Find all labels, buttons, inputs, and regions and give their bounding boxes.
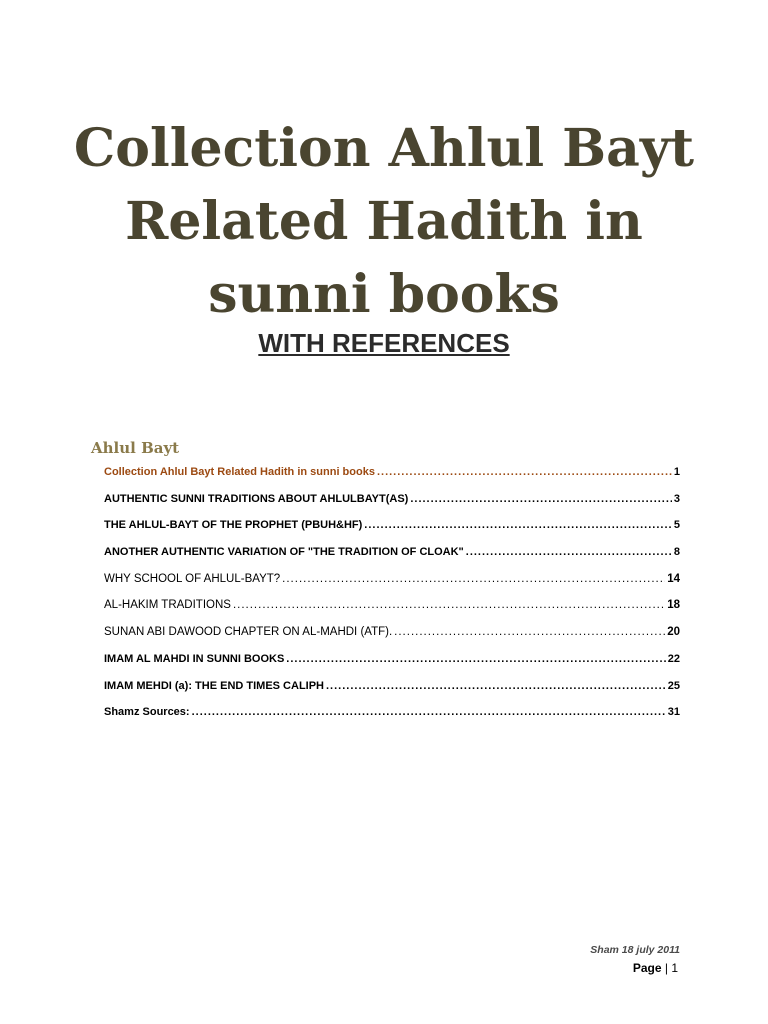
page-separator: | <box>664 961 668 975</box>
title-line: Collection Ahlul Bayt <box>73 118 695 179</box>
toc-entry-text: THE AHLUL-BAYT OF THE PROPHET (PBUH&HF) <box>104 519 363 532</box>
title-line: Related Hadith in <box>125 191 643 252</box>
toc-leader <box>286 649 665 669</box>
page-number: 1 <box>671 961 678 975</box>
toc-entry-page: 25 <box>667 679 680 692</box>
toc-leader <box>466 542 672 562</box>
footer-date: Sham 18 july 2011 <box>590 944 680 956</box>
toc-entry[interactable] <box>104 489 680 516</box>
toc-entry-page: 31 <box>667 706 680 719</box>
toc-entry-text: SUNAN ABI DAWOOD CHAPTER ON AL-MAHDI (ATF). <box>104 626 393 639</box>
toc-entry-page: 22 <box>667 652 680 665</box>
toc-entry-text: ANOTHER AUTHENTIC VARIATION OF "THE TRADITION OF CLOAK" <box>104 546 464 559</box>
toc-entry[interactable] <box>104 462 680 489</box>
toc-entry[interactable] <box>104 676 680 703</box>
toc-entry-page: 20 <box>667 626 680 639</box>
toc-entry-page: 18 <box>667 599 680 612</box>
toc-entry[interactable] <box>104 569 680 596</box>
page-label: Page <box>632 961 662 975</box>
toc-leader <box>233 595 665 615</box>
toc-entry-text: Collection Ahlul Bayt Related Hadith in sunni books <box>104 466 375 478</box>
toc-entry-page: 8 <box>673 546 680 559</box>
toc-entry[interactable] <box>104 515 680 542</box>
toc-leader <box>377 462 672 482</box>
toc-entry[interactable] <box>104 649 680 676</box>
toc-leader <box>410 489 672 509</box>
toc-leader <box>192 702 666 722</box>
toc-leader <box>282 569 665 589</box>
toc-leader <box>394 622 665 642</box>
toc-entry[interactable] <box>104 542 680 569</box>
title-line: sunni books <box>208 264 560 325</box>
toc-entry-text: IMAM AL MAHDI IN SUNNI BOOKS <box>104 652 285 665</box>
document-subtitle: WITH REFERENCES <box>258 328 510 358</box>
toc-leader <box>364 515 672 535</box>
toc-entry-page: 5 <box>673 519 680 532</box>
toc-entry-text: WHY SCHOOL OF AHLUL-BAYT? <box>104 572 281 585</box>
table-of-contents <box>104 462 680 729</box>
toc-entry[interactable] <box>104 622 680 649</box>
toc-entry-text: AL-HAKIM TRADITIONS <box>104 599 231 612</box>
toc-entry-page: 14 <box>667 572 680 585</box>
toc-entry-page: 3 <box>673 492 680 505</box>
toc-heading: Ahlul Bayt <box>91 439 180 457</box>
toc-leader <box>326 676 666 696</box>
toc-entry-text: IMAM MEHDI (a): THE END TIMES CALIPH <box>104 679 324 692</box>
toc-entry-text: Shamz Sources: <box>104 706 190 719</box>
document-title <box>60 112 708 331</box>
toc-entry[interactable] <box>104 595 680 622</box>
toc-entry-text: AUTHENTIC SUNNI TRADITIONS ABOUT AHLULBAYT(AS) <box>104 492 409 505</box>
toc-entry-page: 1 <box>673 466 680 478</box>
footer-page-number <box>633 961 678 975</box>
toc-entry[interactable] <box>104 702 680 729</box>
